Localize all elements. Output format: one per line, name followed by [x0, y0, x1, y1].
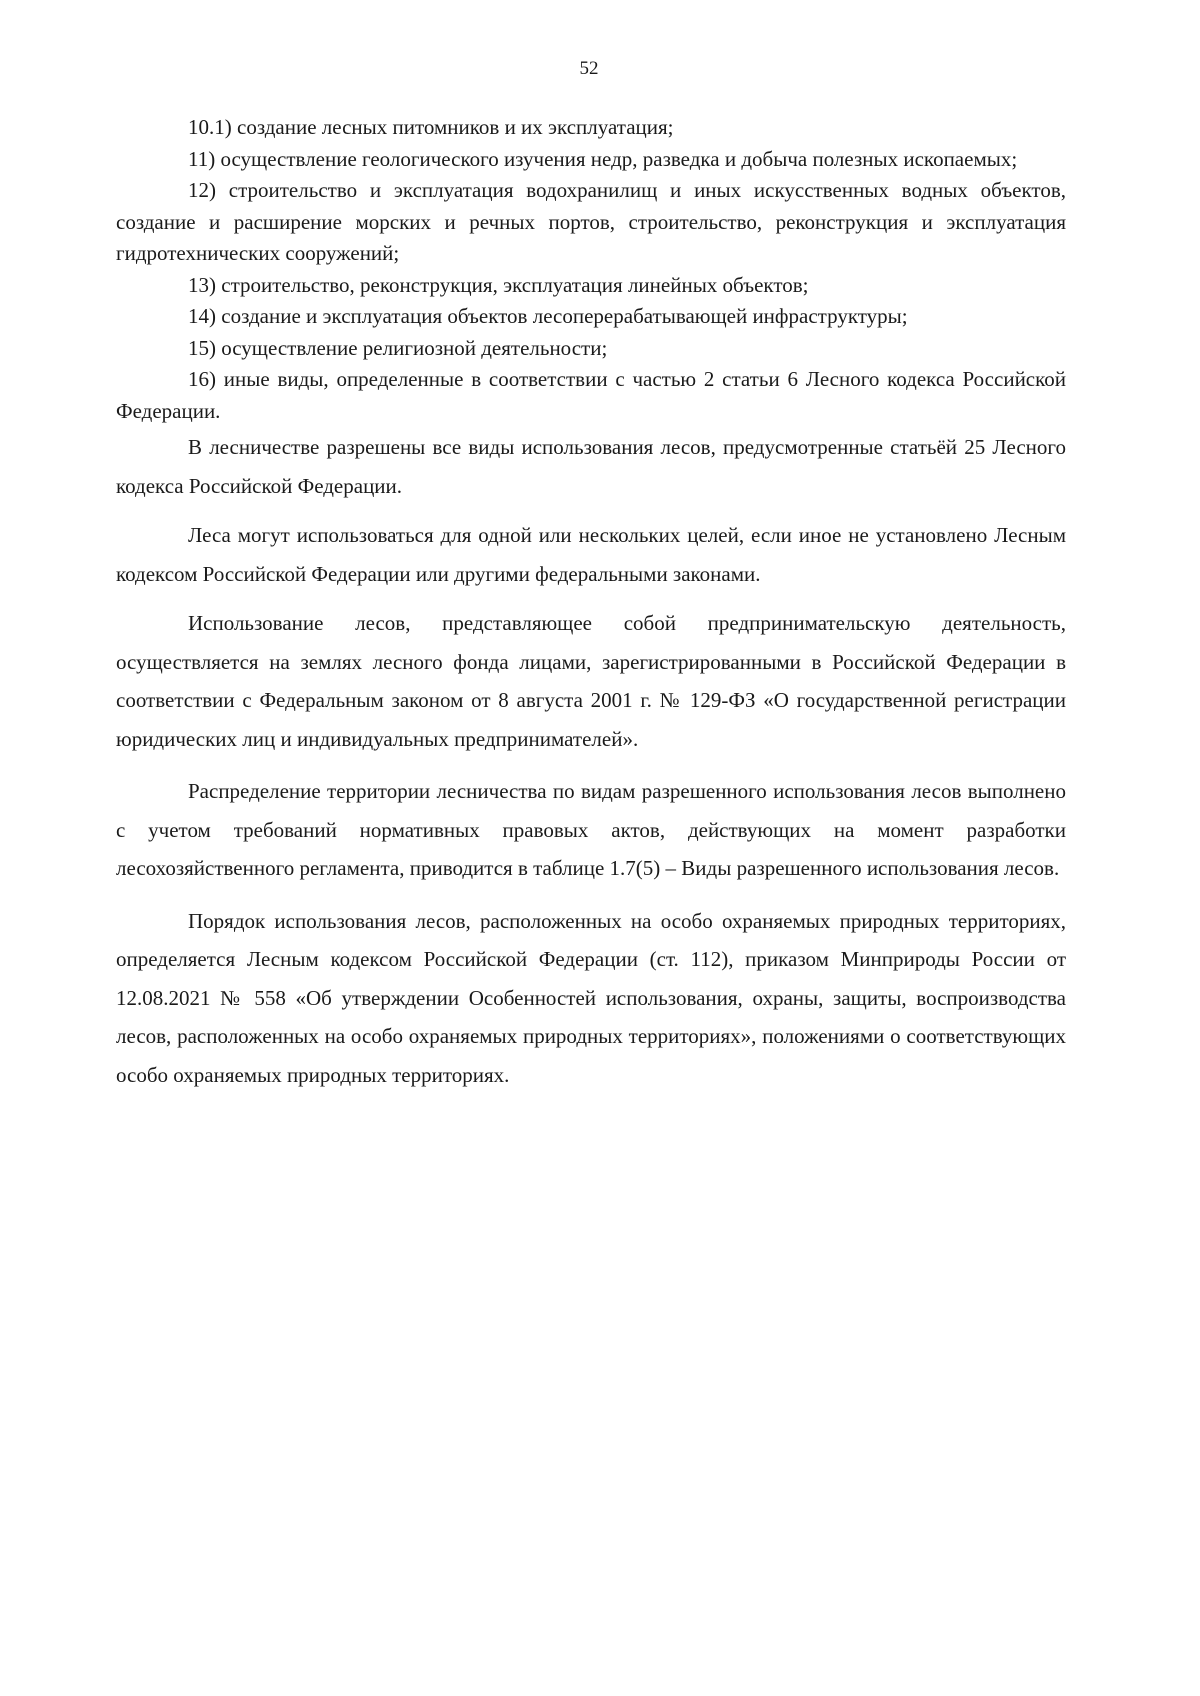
list-item: 15) осуществление религиозной деятельности; [188, 335, 608, 360]
list-item: 11) осуществление геологического изучения недр, разведка и добыча полезных ископаемых; [188, 146, 1018, 171]
list-item: 13) строительство, реконструкция, эксплуатация линейных объектов; [188, 272, 809, 297]
page-body [116, 112, 1066, 1094]
list-item: 16) иные виды, определенные в соответствии с частью 2 статьи 6 Лесного кодекса Российской Федерации. [116, 367, 1066, 423]
paragraph-purposes: Леса могут использоваться для одной или нескольких целей, если иное не установлено Лесным кодексом Российской Федерации или другими федеральными законами. [116, 523, 1066, 586]
list-item: 10.1) создание лесных питомников и их эксплуатация; [188, 115, 674, 139]
paragraph-distribution: Распределение территории лесничества по видам разрешенного использования лесов выполнено с учетом требований нормативных правовых актов, действующих на момент разработки лесохозяйственного регламента, приводится в таблице 1.7(5) – Виды разрешенного использования лесов. [116, 779, 1066, 880]
paragraph-allowed-uses: В лесничестве разрешены все виды использования лесов, предусмотренные статьёй 25 Лесного кодекса Российской Федерации. [116, 435, 1066, 498]
page-number: 52 [579, 58, 599, 79]
paragraph-entrepreneurship: Использование лесов, представляющее собой предпринимательскую деятельность, осуществляется на землях лесного фонда лицами, зарегистрированными в Российской Федерации в соответствии с Федеральным законом от 8 августа 2001 г. № 129-ФЗ «О государственной регистрации юридических лиц и индивидуальных предпринимателей». [116, 611, 1066, 751]
list-item: 12) строительство и эксплуатация водохранилищ и иных искусственных водных объектов, создание и расширение морских и речных портов, строительство, реконструкция и эксплуатация гидротехнических сооружений; [116, 178, 1066, 265]
paragraph-protected-areas: Порядок использования лесов, расположенных на особо охраняемых природных территориях, определяется Лесным кодексом Российской Федерации (ст. 112), приказом Минприроды России от 12.08.2021 № 558 «Об утверждении Особенностей использования, охраны, защиты, воспроизводства лесов, расположенных на особо охраняемых природных территориях», положениями о соответствующих особо охраняемых природных территориях. [116, 908, 1066, 1087]
list-item: 14) создание и эксплуатация объектов лесоперерабатывающей инфраструктуры; [188, 304, 908, 328]
